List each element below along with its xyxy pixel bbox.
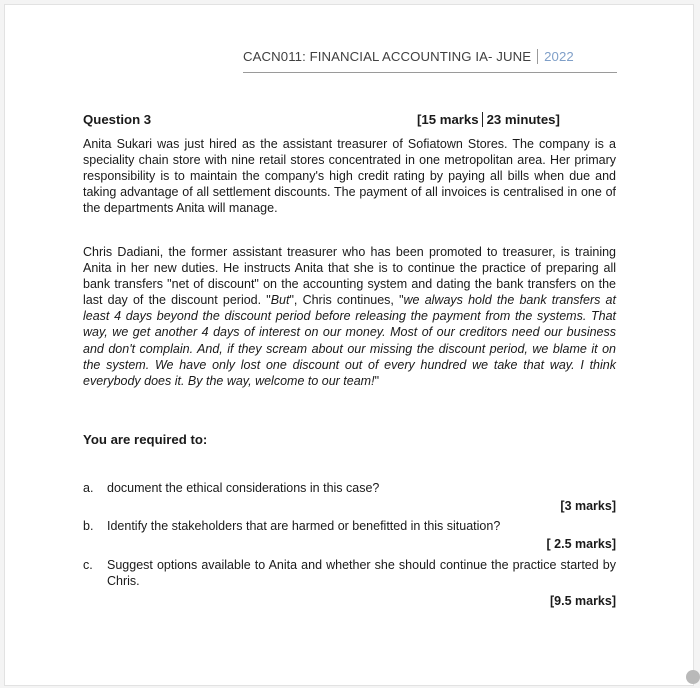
question-marks — [417, 112, 560, 127]
item-text: Identify the stakeholders that are harmed or benefitted in this situation? — [107, 519, 501, 533]
scenario-paragraph-1: Anita Sukari was just hired as the assistant treasurer of Sofiatown Stores. The company is a speciality chain store with nine retail stores concentrated in one metropolitan area. Her primary responsibility is to maintain the company's high credit rating by paying all bills when due and taking advantage of all settlement discounts. The payment of all invoices is centralised in one of the departments Anita will manage. — [83, 137, 616, 216]
header-year: 2022 — [537, 49, 574, 64]
paragraph2-closing: " — [374, 373, 380, 388]
scenario-paragraph-2 — [83, 244, 616, 389]
question-title: Question 3 — [83, 112, 152, 127]
page-header — [243, 49, 574, 64]
course-title: CACN011: FINANCIAL ACCOUNTING IA- JUNE — [243, 49, 532, 64]
paragraph2-intro: Chris Dadiani, the former assistant treasurer who has been promoted to treasurer, is training Anita in her new duties. He instructs Anita that she is to continue the practice of preparing all bank transfers "net of discount" on the accounting system and dating the bank transfers on the last day of the discount period. " — [83, 245, 616, 308]
header-rule — [243, 72, 617, 73]
item-letter: a. — [83, 481, 94, 495]
question-total-marks: [15 marks — [417, 112, 479, 127]
item-marks: [3 marks] — [560, 499, 616, 513]
paragraph2-quote: we always hold the bank transfers at least 4 days beyond the discount period before releasing the payment from the systems. That way, we get another 4 days of interest on our money. Most of our creditors need our business and don't complain. And, if they scream about our missing the discount period, we blame it on the system. We have only lost one discount out of every hundred we take that way. I think everybody does it. By the way, welcome to our team! — [83, 293, 616, 388]
corner-scroll-indicator — [686, 670, 700, 684]
marks-separator — [482, 112, 483, 127]
item-letter: c. — [83, 558, 93, 572]
item-marks: [ 2.5 marks] — [546, 537, 616, 551]
required-heading: You are required to: — [83, 432, 208, 447]
question-time: 23 minutes] — [486, 112, 560, 127]
question-heading — [83, 112, 616, 127]
item-marks: [9.5 marks] — [549, 594, 616, 608]
item-text: Suggest options available to Anita and whether she should continue the practice started by Chris. — [107, 558, 616, 588]
item-text: document the ethical considerations in this case? — [107, 481, 380, 495]
item-letter: b. — [83, 519, 94, 533]
paragraph2-chris-continues: ", Chris continues, " — [289, 293, 404, 308]
paragraph2-but: But — [270, 293, 290, 308]
